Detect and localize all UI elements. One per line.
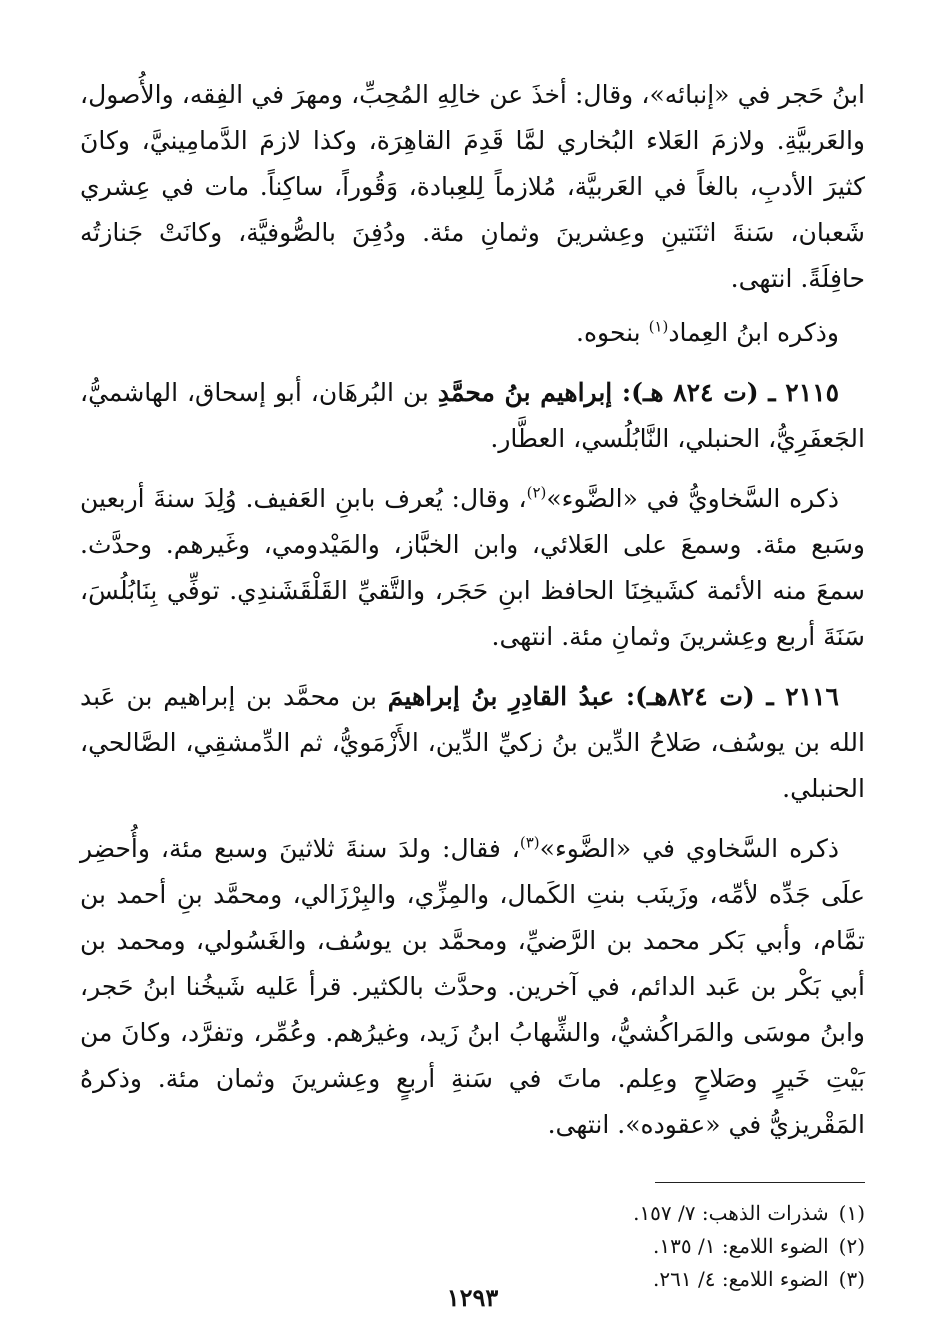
entry-2116 [80,674,865,812]
footnote-number: (٣) [838,1267,865,1291]
footnote-ref-1[interactable]: (١) [648,317,669,336]
entry-2115-heading: ٢١١٥ ـ (ت ٨٢٤ هـ): إبراهيم بنُ محمَّدِ [437,378,839,407]
entry-2116-heading: ٢١١٦ ـ (ت ٨٢٤هـ): عبدُ القادِرِ بنُ إبراهيمَ [387,682,839,711]
paragraph-text: وذكره ابنُ العِماد [668,318,839,347]
paragraph-ibn-al-imad [80,310,865,356]
footnotes [80,1197,865,1296]
footnote-text: الضوء اللامع: ٤/ ٢٦١. [653,1267,829,1291]
paragraph-text-tail: بنحوه. [576,318,649,347]
paragraph-text: ذكره السَّخاويُّ في «الضَّوء» [546,484,839,513]
footnote-item [80,1197,865,1230]
footnote-text: شذرات الذهب: ٧/ ١٥٧. [633,1201,829,1225]
page-number: ١٢٩٣ [446,1283,499,1312]
paragraph-text: ذكره السَّخاوي في «الضَّوء» [539,834,839,863]
paragraph-continuation: ابنُ حَجر في «إنبائه»، وقال: أخذَ عن خالِهِ المُحِبِّ، ومهرَ في الفِقه، والأُصول، والعَربيَّةِ. ولازمَ العَلاء البُخاري لمَّا قَدِمَ القاهِرَة، وكذا لازمَ الدَّمامِينيَّ، وكانَ كثيرَ الأدبِ، بالغاً في العَربيَّة، مُلازماً لِلعِبادة، وَقُوراً، ساكِناً. مات في عِشري شَعبان، سَنةَ اثنَتينِ وعِشرينَ وثمانِ مئة. ودُفِنَ بالصُّوفيَّة، وكانَتْ جَنازتُه حافِلَةً. انتهى. [80,80,865,293]
paragraph-text-tail: ، وقال: يُعرف بابنِ العَفيف. وُلِدَ سنةَ أربعين وسَبع مئة. وسمعَ على العَلائي، وابن الخبَّاز، والمَيْدومي، وغَيرهم. وحدَّث. سمعَ منه الأئمة كشَيخِنَا الحافظ ابنِ حَجَر، والتَّقيِّ القَلْقَشَندِي. توفِّي بِنَابُلُسَ، سَنَةَ أربع وعِشرينَ وثمانِ مئة. انتهى. [80,484,865,651]
paragraph-sakhawi-2 [80,826,865,1148]
paragraph-text-tail: ، فقال: ولدَ سنةَ ثلاثينَ وسبع مئة، وأُحضِر علَى جَدِّه لأمِّه، وزَينَب بنتِ الكَمال، والمِزِّي، والبِرْزَالي، ومحمَّد بنِ أحمد بن تمَّام، وأبي بَكر محمد بن الرَّضيِّ، ومحمَّد بن يوسُف، والغَسُولي، ومحمد بن أبي بَكْر بن عَبد الدائم، في آخرين. وحدَّث بالكثير. قرأ عَليه شَيخُنا ابنُ حَجر، وابنُ موسَى والمَراكُشيُّ، والشِّهابُ ابنُ زَيد، وغيرُهم. وعُمِّر، وتفرَّد، وكانَ من بَيْتِ خَيرٍ وصَلاحٍ وعِلم. ماتَ في سَنةِ أربعٍ وعِشرينَ وثمان مئة. وذكرهُ المَقْريزيُّ في «عقوده». انتهى. [80,834,865,1139]
footnote-number: (١) [838,1201,865,1225]
entry-2116-text: بن محمَّد بن إبراهيم بن عَبد الله بن يوسُف، صَلاحُ الدِّين بنُ زكيِّ الدِّين، الأَزْمَويُّ، ثم الدِّمشقِي، الصَّالحي، الحنبلي. [80,682,865,803]
footnote-ref-2[interactable]: (٢) [526,483,547,502]
footnote-divider [655,1182,865,1183]
paragraph-sakhawi-1 [80,476,865,660]
entry-2115 [80,370,865,462]
footnote-item [80,1230,865,1263]
entry-2115-text: بن البُرهَان، أبو إسحاق، الهاشميُّ، الجَعفَرِيُّ، الحنبلي، النَّابُلُسي، العطَّار. [80,378,865,453]
footnote-text: الضوء اللامع: ١/ ١٣٥. [653,1234,829,1258]
footnote-number: (٢) [838,1234,865,1258]
footnote-ref-3[interactable]: (٣) [519,833,540,852]
